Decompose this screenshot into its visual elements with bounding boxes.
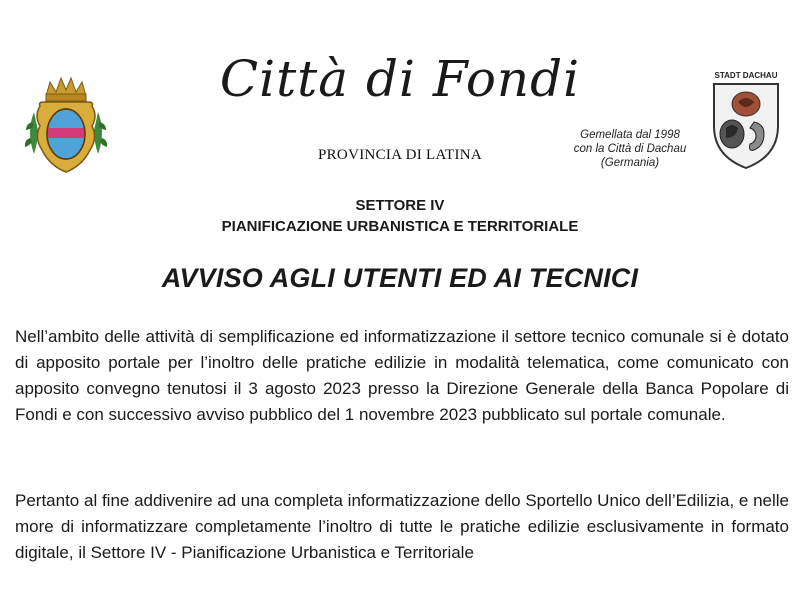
province-label: PROVINCIA DI LATINA	[317, 147, 483, 163]
notice-title: AVVISO AGLI UTENTI ED AI TECNICI	[161, 263, 639, 293]
svg-text:STADT DACHAU: STADT DACHAU	[714, 71, 778, 80]
twinning-line: (Germania)	[600, 157, 660, 169]
twinning-line: Gemellata dal 1998	[580, 129, 680, 141]
sector-number: SETTORE IV	[355, 197, 445, 214]
city-title: Città di Fondi	[219, 50, 581, 108]
sector-heading	[0, 195, 800, 237]
twinning-note	[555, 128, 705, 170]
twinning-line: con la Città di Dachau	[573, 143, 687, 155]
body-paragraph: Nell’ambito delle attività di semplificazione ed informatizzazione il settore tecnico comunale si è dotato di apposito portale per l’inoltro delle pratiche edilizie in modalità telematica, come comunicato con apposito convegno tenutosi il 3 agosto 2023 presso la Direzione Generale della Banca Popolare di Fondi e con successivo avviso pubblico del 1 novembre 2023 pubblicato sul portale comunale.	[15, 327, 789, 424]
sector-name: PIANIFICAZIONE URBANISTICA E TERRITORIALE	[221, 218, 579, 235]
body-paragraph: Pertanto al fine addivenire ad una completa informatizzazione dello Sportello Unico dell’Edilizia, e nelle more di informatizzare completamente l’inoltro di tutte le pratiche edilizie esclusivamente in formato digitale, il Settore IV - Pianificazione Urbanistica e Territoriale	[15, 491, 789, 562]
